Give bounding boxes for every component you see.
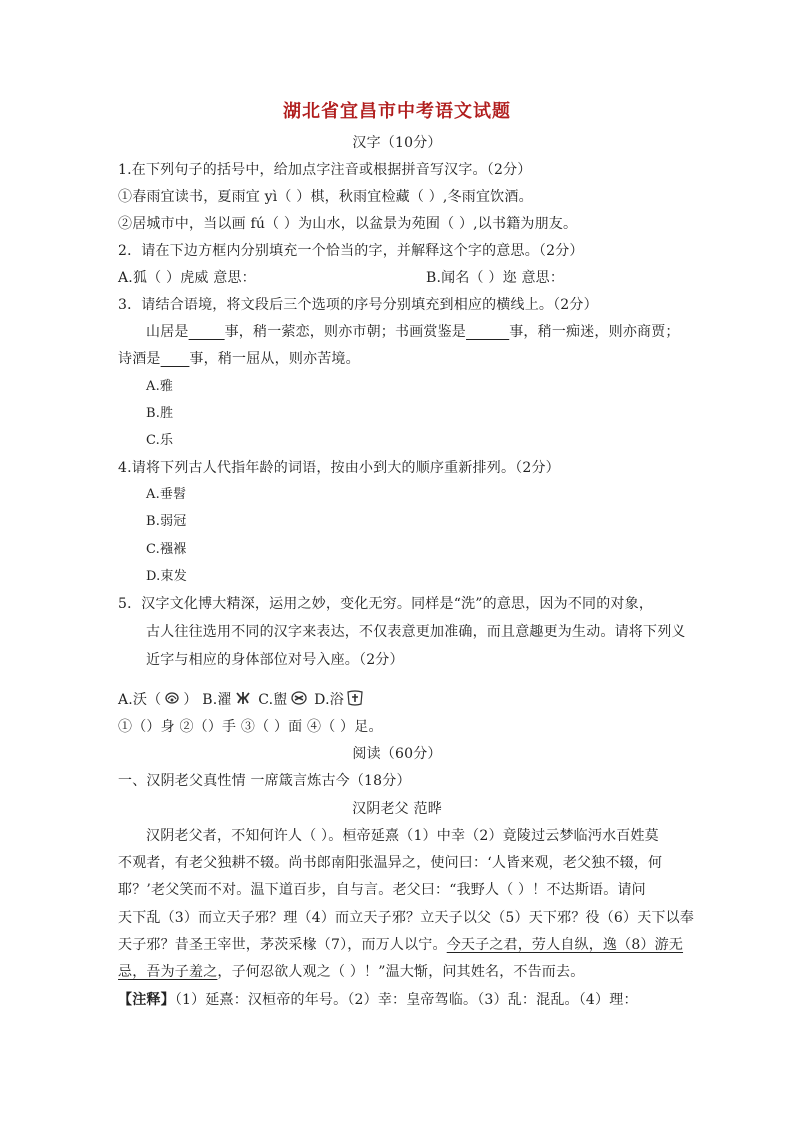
q3-option-b: B.胜 (146, 406, 174, 421)
q5-option-a: A.沃（ (118, 692, 162, 708)
q1-line-2: ②居城市中，当以画 fú（ ）为山水，以盆景为苑囿（ ）,以书籍为朋友。 (118, 216, 578, 232)
q4-option-a: A.垂髫 (146, 487, 187, 502)
text-title: 汉阴老父 范晔 (352, 801, 442, 817)
passage-line-4: 天下乱（3）而立天子邪？理（4）而立天子邪？立天子以父（5）天下邪？役（6）天下以奉 (118, 910, 695, 926)
body-pictograph-icon (345, 690, 365, 706)
foot-pictograph-icon (162, 690, 182, 706)
q3-option-a: A.雅 (146, 379, 174, 394)
q2-stem: 2．请在下边方框内分别填充一个恰当的字，并解释这个字的意思。（2分） (118, 243, 584, 259)
blank-line (161, 351, 190, 367)
q3-passage-line-1 (146, 322, 680, 342)
q3-stem: 3．请结合语境，将文段后三个选项的序号分别填充到相应的横线上。（2分） (118, 297, 598, 313)
blank-line (189, 324, 225, 340)
underlined-sentence: 今天子之君，劳人自纵，逸（8）游无 (446, 937, 684, 953)
hand-pictograph-icon (233, 690, 253, 706)
q4-stem: 4.请将下列古人代指年龄的词语，按由小到大的顺序重新排列。（2分） (118, 460, 560, 476)
q3-passage-line-2 (118, 349, 360, 369)
q5-options-row (118, 690, 366, 710)
q1-line-1: ①春雨宜读书，夏雨宜 yì（ ）棋，秋雨宜检藏（ ）,冬雨宜饮酒。 (118, 189, 533, 205)
q3-text: 事，稍一屈从，则亦苦境。 (189, 351, 360, 367)
q4-option-b: B.弱冠 (146, 514, 187, 529)
passage-line-1: 汉阴老父者，不知何许人（ ）。桓帝延熹（1）中幸（2）竟陵过云梦临沔水百姓莫 (146, 828, 659, 844)
q5-option-a-close: ） (183, 692, 198, 708)
q2-option-a: A.狐（ ）虎威 意思： (118, 270, 256, 286)
passage-text: 天子邪？昔圣王宰世，茅茨采椽（7），而万人以宁。 (118, 937, 447, 953)
q5-line-3: 近字与相应的身体部位对号入座。（2分） (146, 652, 404, 668)
q4-option-d: D.束发 (146, 569, 187, 584)
q5-option-c: C.盥 (258, 692, 288, 708)
page-title: 湖北省宜昌市中考语文试题 (283, 101, 511, 122)
face-pictograph-icon (289, 690, 309, 706)
blank-line (466, 324, 509, 340)
notes-text: （1）延熹：汉桓帝的年号。（2）幸：皇帝驾临。（3）乱：混乱。（4）理： (174, 992, 638, 1008)
passage-line-5 (118, 935, 683, 955)
q5-line-2: 古人往往选用不同的汉字来表达，不仅表意更加准确，而且意趣更为生动。请将下列义 (146, 624, 686, 640)
q2-option-b: B.闻名（ ）迩 意思： (426, 270, 565, 286)
q5-option-d: D.浴 (314, 692, 344, 708)
q3-text: 山居是 (146, 324, 189, 340)
section-heading-reading: 阅读（60分） (352, 746, 442, 762)
q5-option-b: B.濯 (202, 692, 232, 708)
q3-text: 事，稍一萦恋，则亦市朝；书画赏鉴是 (224, 324, 467, 340)
passage-line-2: 不观者，有老父独耕不辍。尚书郎南阳张温异之，使问曰：‘人皆来观，老父独不辍，何 (118, 855, 663, 871)
q3-text: 诗酒是 (118, 351, 161, 367)
q5-matching-line: ①（）身 ②（）手 ③（ ）面 ④（ ）足。 (118, 719, 383, 735)
passage-line-6 (118, 962, 584, 982)
q4-option-c: C.襁褓 (146, 542, 187, 557)
section-heading-hanzi: 汉字（10分） (352, 135, 442, 151)
q5-line-1: 5．汉字文化博大精深，运用之妙，变化无穷。同样是“洗”的意思，因为不同的对象， (118, 596, 654, 612)
q1-stem: 1.在下列句子的括号中，给加点字注音或根据拼音写汉字。（2分） (118, 162, 532, 178)
q3-option-c: C.乐 (146, 433, 174, 448)
notes-label: 【注释】 (118, 992, 175, 1008)
notes-line (118, 990, 638, 1010)
part1-heading: 一、汉阴老父真性情 一席箴言炼古今（18分） (118, 773, 411, 789)
passage-line-3: 耶？’老父笑而不对。温下道百步，自与言。老父曰：“我野人（ ）！不达斯语。请问 (118, 882, 646, 898)
passage-text: ，子何忍欲人观之（ ）！”温大惭，问其姓名，不告而去。 (217, 964, 585, 980)
q3-text: 事，稍一痴迷，则亦商贾； (509, 324, 680, 340)
underlined-sentence: 忌，吾为子羞之 (118, 964, 218, 980)
